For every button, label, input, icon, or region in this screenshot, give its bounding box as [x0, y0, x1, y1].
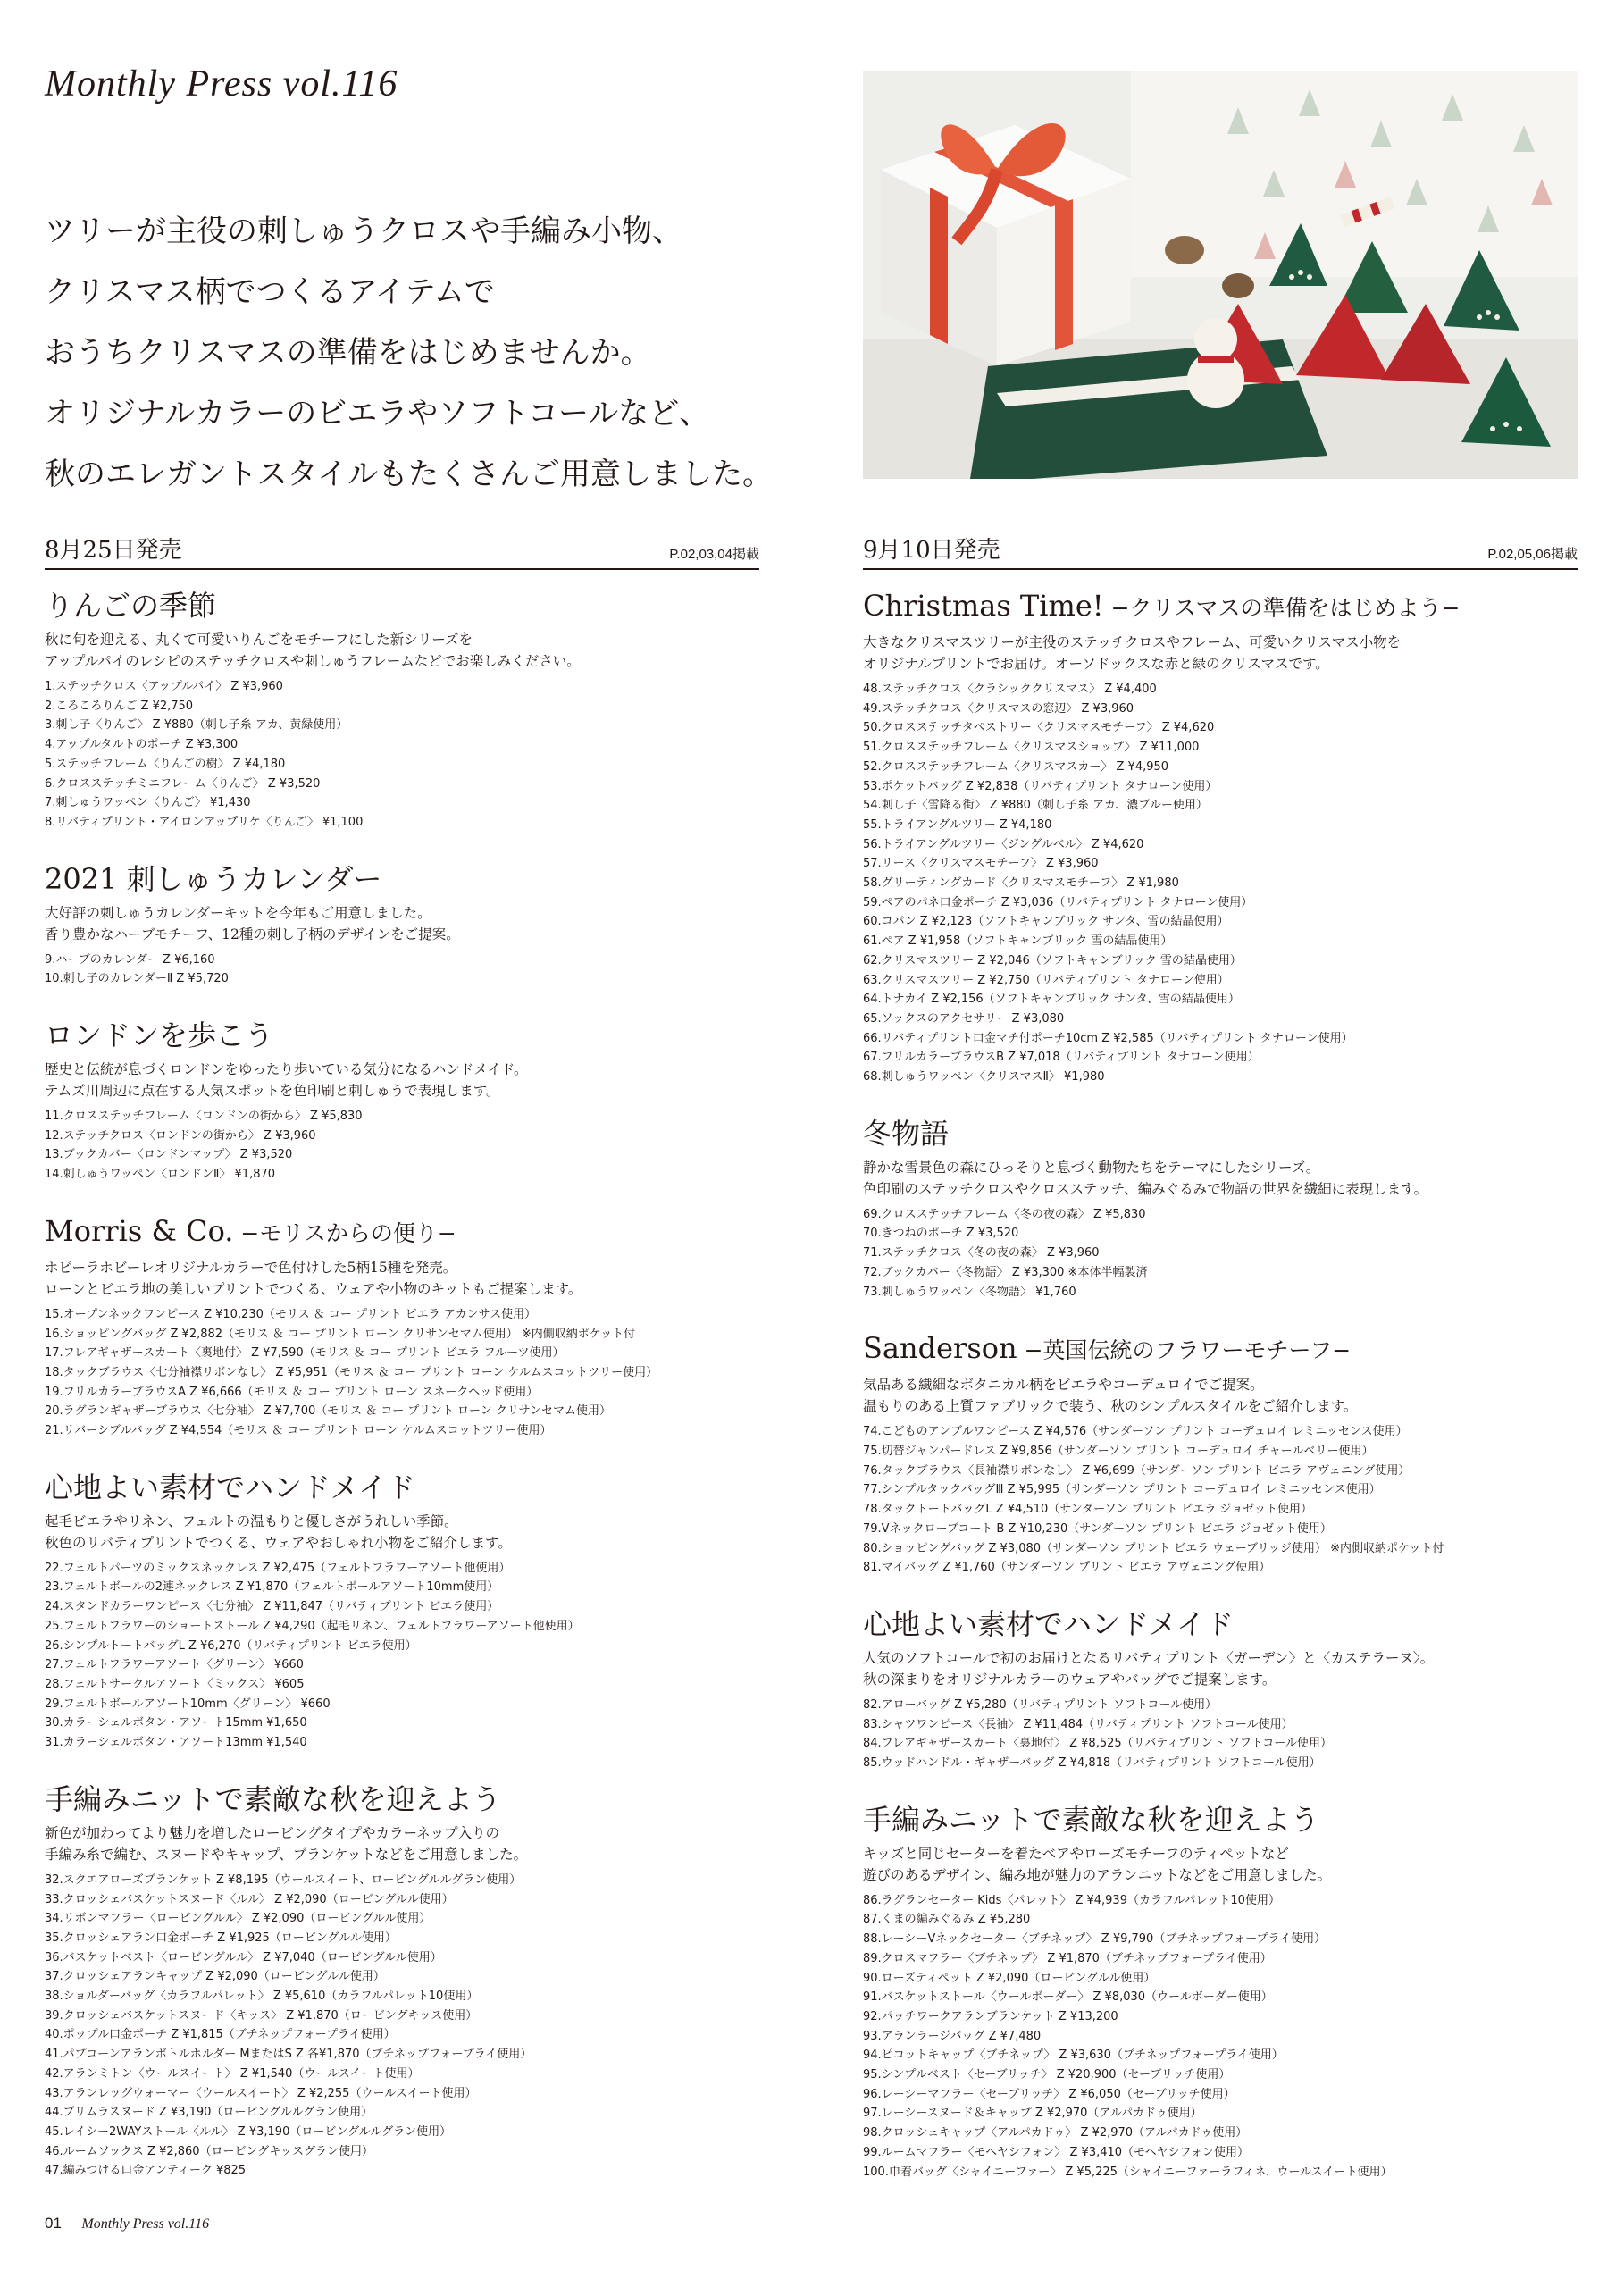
product-item: 41.パプコーンアランボトルホルダー MまたはS Z 各¥1,870（ブチネップフォープライ使用） [45, 2048, 532, 2062]
product-item: 22.フェルトパーツのミックスネックレス Z ¥2,475（フェルトフラワーアソート他使用） [45, 1561, 511, 1575]
product-section [45, 1468, 759, 1753]
section-description [863, 1843, 1578, 1886]
section-title [863, 1604, 1578, 1644]
intro-line: オリジナルカラーのビエラやソフトコールなど、 [45, 396, 710, 431]
description-line: 手編み糸で編む、スヌードやキャップ、ブランケットなどをご用意しました。 [45, 1846, 528, 1863]
product-item: 61.ペア Z ¥1,958（ソフトキャンブリック 雪の結晶使用） [863, 934, 1173, 949]
product-item: 38.ショルダーバッグ〈カラフルパレット〉 Z ¥5,610（カラフルパレット10使用） [45, 1990, 479, 2004]
product-item: 16.ショッピングバッグ Z ¥2,882（モリス ＆ コー プリント ローン クリサンセマム使用） ※内側収納ポケット付 [45, 1327, 636, 1341]
product-item: 62.クリスマスツリー Z ¥2,046（ソフトキャンブリック 雪の結晶使用） [863, 953, 1242, 968]
description-line: 秋色のリバティプリントでつくる、ウェアやおしゃれ小物をご紹介します。 [45, 1534, 512, 1551]
christmas-photo [863, 71, 1578, 479]
section-subtitle: −クリスマスの準備をはじめよう− [1103, 595, 1461, 621]
product-item: 80.ショッピングバッグ Z ¥3,080（サンダーソン プリント ビエラ ウェーブリッジ使用） ※内側収納ポケット付 [863, 1541, 1444, 1555]
product-item: 79.Vネックローブコート B Z ¥10,230（サンダーソン プリント ビエラ ジョゼット使用） [863, 1521, 1332, 1536]
section-title-text: Sanderson [863, 1331, 1017, 1366]
intro-line: ツリーが主役の刺しゅうクロスや手編み小物、 [45, 214, 682, 249]
product-item: 92.パッチワークアランブランケット Z ¥13,200 [863, 2009, 1118, 2023]
product-list [45, 1559, 759, 1753]
description-line: オリジナルプリントでお届け。オーソドックスな赤と緑のクリスマスです。 [863, 656, 1329, 672]
product-item: 91.バスケットストール〈ウールボーダー〉 Z ¥8,030（ウールボーダー使用） [863, 1990, 1273, 2005]
product-item: 56.トライアングルツリー〈ジングルベル〉 Z ¥4,620 [863, 837, 1144, 851]
description-line: 気品ある繊細なボタニカル柄をビエラやコーデュロイでご提案。 [863, 1377, 1264, 1394]
intro-text [45, 201, 813, 505]
product-item: 83.シャツワンピース〈長袖〉 Z ¥11,484（リバティプリント ソフトコール使用） [863, 1717, 1293, 1731]
product-item: 99.ルームマフラー〈モヘヤシフォン〉 Z ¥3,410（モヘヤシフォン使用） [863, 2145, 1249, 2159]
product-item: 74.こどものアンブルワンピース Z ¥4,576（サンダーソン プリント コーデュロイ レミニッセンス使用） [863, 1425, 1408, 1439]
section-description [45, 1511, 759, 1554]
product-section [45, 586, 759, 833]
product-item: 57.リース〈クリスマスモチーフ〉 Z ¥3,960 [863, 857, 1099, 871]
product-item: 17.フレアギャザースカート〈裏地付〉 Z ¥7,590（モリス ＆ コー プリント ビエラ フルーツ使用） [45, 1346, 565, 1361]
product-section [863, 1800, 1578, 2182]
product-item: 53.ポケットバッグ Z ¥2,838（リバティプリント タナローン使用） [863, 779, 1218, 793]
product-item: 28.フェルトサークルアソート〈ミックス〉 ¥605 [45, 1677, 305, 1691]
product-item: 11.クロスステッチフレーム〈ロンドンの街から〉 Z ¥5,830 [45, 1110, 363, 1124]
product-item: 60.コパン Z ¥2,123（ソフトキャンブリック サンタ、雪の結晶使用） [863, 915, 1229, 929]
page-reference: P.02,05,06掲載 [1487, 547, 1578, 562]
section-title-text: Christmas Time! [863, 589, 1104, 623]
product-item: 85.ウッドハンドル・ギャザーバッグ Z ¥4,818（リバティプリント ソフトコール使用） [863, 1756, 1321, 1771]
page-footer [45, 2214, 209, 2233]
section-subtitle: −英国伝統のフラワーモチーフ− [1017, 1337, 1352, 1364]
intro-line: 秋のエレガントスタイルもたくさんご用意しました。 [45, 457, 773, 492]
product-item: 98.クロッシェキャップ〈アルパカドゥ〉 Z ¥2,970（アルパカドゥ使用） [863, 2126, 1248, 2140]
product-item: 47.編みつける口金アンティーク ¥825 [45, 2164, 247, 2178]
section-description [863, 1647, 1578, 1690]
product-item: 78.タックトートバッグL Z ¥4,510（サンダーソン プリント ビエラ ジョゼット使用） [863, 1503, 1312, 1517]
product-item: 82.アローバッグ Z ¥5,280（リバティプリント ソフトコール使用） [863, 1697, 1218, 1712]
page-reference: P.02,03,04掲載 [669, 547, 759, 562]
section-title-text: 心地よい素材でハンドメイド [863, 1606, 1235, 1641]
section-title [863, 586, 1578, 628]
product-item: 42.アランミトン〈ウールスイート〉 Z ¥1,540（ウールスイート使用） [45, 2066, 420, 2081]
product-item: 75.切替ジャンパードレス Z ¥9,856（サンダーソン プリント コーデュロイ チャールベリー使用） [863, 1444, 1374, 1458]
product-item: 45.レイシー2WAYストール〈ルル〉 Z ¥3,190（ロービングルルグラン使用） [45, 2124, 452, 2139]
section-title-text: 2021 刺しゅうカレンダー [45, 861, 382, 896]
description-line: ローンとビエラ地の美しいプリントでつくる、ウェアや小物のキットもご提案します。 [45, 1280, 582, 1297]
product-item: 35.クロッシェアラン口金ポーチ Z ¥1,925（ロービングルル使用） [45, 1931, 397, 1945]
product-item: 20.ラグランギャザーブラウス〈七分袖〉 Z ¥7,700（モリス ＆ コー プリント ローン クリサンセマム使用） [45, 1404, 612, 1419]
product-item: 13.ブックカバー〈ロンドンマップ〉 Z ¥3,520 [45, 1148, 293, 1162]
section-title-text: 冬物語 [863, 1116, 950, 1151]
product-item: 87.くまの編みぐるみ Z ¥5,280 [863, 1913, 1031, 1927]
product-item: 100.巾着バッグ〈シャイニーファー〉 Z ¥5,225（シャイニーファーラフィネ、ウールスイート使用） [863, 2165, 1393, 2179]
section-title [863, 1328, 1578, 1370]
product-item: 8.リバティプリント・アイロンアップリケ〈りんご〉 ¥1,100 [45, 815, 364, 829]
section-title [45, 1016, 759, 1055]
description-line: 人気のソフトコールで初のお届けとなるリバティプリント〈ガーデン〉と〈カステラーヌ〉。 [863, 1649, 1435, 1666]
description-line: 歴史と伝統が息づくロンドンをゆったり歩いている気分になるハンドメイド。 [45, 1061, 528, 1078]
section-title [45, 586, 759, 625]
product-item: 21.リバーシブルバッグ Z ¥4,554（モリス ＆ コー プリント ローン ケルムスコットツリー使用） [45, 1424, 552, 1438]
section-title-text: 手編みニットで素敵な秋を迎えよう [45, 1781, 501, 1816]
description-line: テムズ川周辺に点在する人気スポットを色印刷と刺しゅうで表現します。 [45, 1083, 500, 1100]
product-item: 70.きつねのポーチ Z ¥3,520 [863, 1227, 1019, 1241]
product-list [45, 677, 759, 833]
product-item: 40.ポップル口金ポーチ Z ¥1,815（ブチネップフォープライ使用） [45, 2028, 396, 2042]
product-item: 65.ソックスのアクセサリー Z ¥3,080 [863, 1011, 1065, 1026]
product-item: 36.バスケットベスト〈ロービングルル〉 Z ¥7,040（ロービングルル使用） [45, 1950, 442, 1964]
product-item: 67.フリルカラーブラウスB Z ¥7,018（リバティプリント タナローン使用） [863, 1051, 1260, 1065]
section-title-text: 手編みニットで素敵な秋を迎えよう [863, 1802, 1319, 1837]
product-item: 69.クロスステッチフレーム〈冬の夜の森〉 Z ¥5,830 [863, 1207, 1146, 1221]
product-item: 88.レーシーVネックセーター〈ブチネップ〉 Z ¥9,790（ブチネップフォープライ使用） [863, 1932, 1327, 1947]
section-description [863, 1157, 1578, 1200]
product-item: 25.フェルトフラワーのショートストール Z ¥4,290（起毛リネン、フェルトフラワーアソート他使用） [45, 1619, 580, 1633]
product-section [863, 586, 1578, 1087]
product-item: 43.アランレッグウォーマー〈ウールスイート〉 Z ¥2,255（ウールスイート使用） [45, 2086, 477, 2100]
product-list [863, 1205, 1578, 1303]
product-item: 4.アップルタルトのポーチ Z ¥3,300 [45, 738, 239, 752]
product-item: 15.オープンネックワンピース Z ¥10,230（モリス ＆ コー プリント ビエラ アカンサス使用） [45, 1307, 537, 1321]
product-item: 2.ころころりんご Z ¥2,750 [45, 699, 194, 713]
product-item: 29.フェルトボールアソート10mm〈グリーン〉 ¥660 [45, 1696, 331, 1711]
product-item: 64.トナカイ Z ¥2,156（ソフトキャンブリック サンタ、雪の結晶使用） [863, 993, 1240, 1007]
product-section [45, 1211, 759, 1441]
product-item: 72.ブックカバー〈冬物語〉 Z ¥3,300 ※本体半幅製済 [863, 1265, 1148, 1279]
product-item: 23.フェルトボールの2連ネックレス Z ¥1,870（フェルトボールアソート10mm使用） [45, 1580, 499, 1595]
description-line: アップルパイのレシピのステッチクロスや刺しゅうフレームなどでお楽しみください。 [45, 653, 581, 669]
section-title [45, 859, 759, 899]
product-list [863, 1891, 1578, 2182]
product-item: 34.リボンマフラー〈ロービングルル〉 Z ¥2,090（ロービングルル使用） [45, 1912, 431, 1926]
product-section [45, 1016, 759, 1185]
product-item: 19.フリルカラーブラウスA Z ¥6,666（モリス ＆ コー プリント ローン スネークヘッド使用） [45, 1385, 539, 1399]
product-item: 94.ピコットキャップ〈ブチネップ〉 Z ¥3,630（ブチネップフォープライ使用） [863, 2048, 1284, 2063]
product-item: 9.ハーブのカレンダー Z ¥6,160 [45, 952, 215, 967]
product-item: 97.レーシースヌード＆キャップ Z ¥2,970（アルパカドゥ使用） [863, 2107, 1202, 2121]
product-item: 84.フレアギャザースカート〈裏地付〉 Z ¥8,525（リバティプリント ソフトコール使用） [863, 1737, 1333, 1751]
right-sections [863, 586, 1578, 2182]
product-item: 59.ペアのパネ口金ポーチ Z ¥3,036（リバティプリント タナローン使用） [863, 895, 1253, 909]
product-item: 49.ステッチクロス〈クリスマスの窓辺〉 Z ¥3,960 [863, 701, 1134, 716]
product-section [45, 859, 759, 989]
product-item: 14.刺しゅうワッペン〈ロンドンⅡ〉 ¥1,870 [45, 1168, 276, 1182]
product-list [45, 1305, 759, 1441]
product-item: 32.スクエアローズブランケット Z ¥8,195（ウールスイート、ロービングルルグラン使用） [45, 1872, 522, 1887]
intro-line: クリスマス柄でつくるアイテムで [45, 274, 495, 310]
product-item: 76.タックブラウス〈長袖襟リボンなし〉 Z ¥6,699（サンダーソン プリント ビエラ アヴェニング使用） [863, 1463, 1411, 1478]
product-list [45, 1107, 759, 1185]
product-item: 33.クロッシェバスケットスヌード〈ルル〉 Z ¥2,090（ロービングルル使用） [45, 1892, 454, 1906]
product-item: 3.刺し子〈りんご〉 Z ¥880（刺し子糸 アカ、黄緑使用） [45, 718, 348, 733]
product-item: 44.ブリムラスヌード Z ¥3,190（ロービングルルグラン使用） [45, 2106, 373, 2120]
product-list [863, 1422, 1578, 1578]
product-item: 68.刺しゅうワッペン〈クリスマスⅡ〉 ¥1,980 [863, 1070, 1105, 1085]
product-section [863, 1604, 1578, 1773]
product-item: 30.カラーシェルボタン・アソート15mm ¥1,650 [45, 1716, 307, 1730]
left-column [45, 534, 759, 2207]
description-line: 温もりのある上質ファブリックで装う、秋のシンプルスタイルをご紹介します。 [863, 1398, 1358, 1415]
product-item: 54.刺し子〈雪降る街〉 Z ¥880（刺し子糸 アカ、濃ブルー使用） [863, 799, 1208, 813]
product-item: 39.クロッシェバスケットスヌード〈キッス〉 Z ¥1,870（ロービングキッス使用） [45, 2008, 478, 2023]
product-section [45, 1780, 759, 2181]
product-list [863, 1696, 1578, 1773]
product-item: 24.スタンドカラーワンピース〈七分袖〉 Z ¥11,847（リバティプリント ビエラ使用） [45, 1600, 499, 1614]
release-header [863, 534, 1578, 570]
section-description [45, 902, 759, 945]
product-item: 1.ステッチクロス〈アップルパイ〉 Z ¥3,960 [45, 680, 283, 693]
product-section [863, 1114, 1578, 1303]
description-line: 秋に旬を迎える、丸くて可愛いりんごをモチーフにした新シリーズを [45, 632, 473, 648]
section-description [863, 1374, 1578, 1417]
description-line: 色印刷のステッチクロスやクロスステッチ、編みぐるみで物語の世界を繊細に表現します。 [863, 1180, 1427, 1197]
section-description [45, 629, 759, 672]
description-line: 秋の深まりをオリジナルカラーのウェアやバッグでご提案します。 [863, 1671, 1277, 1688]
section-description [45, 1059, 759, 1102]
section-title-text: ロンドンを歩こう [45, 1018, 274, 1053]
description-line: 起毛ビエラやリネン、フェルトの温もりと優しさがうれしい季節。 [45, 1512, 458, 1529]
section-title [45, 1468, 759, 1507]
product-item: 37.クロッシェアランキャップ Z ¥2,090（ロービングルル使用） [45, 1970, 385, 1984]
product-item: 89.クロスマフラー〈ブチネップ〉 Z ¥1,870（ブチネップフォープライ使用） [863, 1951, 1272, 1965]
product-item: 10.刺し子のカレンダーⅡ Z ¥5,720 [45, 972, 229, 986]
product-item: 63.クリスマスツリー Z ¥2,750（リバティプリント タナローン使用） [863, 973, 1229, 987]
product-item: 18.タックブラウス〈七分袖襟リボンなし〉 Z ¥5,951（モリス ＆ コー プリント ローン ケルムスコットツリー使用） [45, 1365, 658, 1379]
product-item: 73.刺しゅうワッペン〈冬物語〉 ¥1,760 [863, 1285, 1076, 1299]
product-item: 90.ローズティペット Z ¥2,090（ロービングルル使用） [863, 1971, 1156, 1985]
description-line: キッズと同じセーターを着たベアやローズモチーフのティペットなど [863, 1845, 1289, 1862]
description-line: 静かな雪景色の森にひっそりと息づく動物たちをテーマにしたシリーズ。 [863, 1159, 1320, 1176]
product-item: 7.刺しゅうワッペン〈りんご〉 ¥1,430 [45, 796, 251, 810]
section-description [45, 1822, 759, 1865]
description-line: 新色が加わってより魅力を増したロービングタイプやカラーネップ入りの [45, 1824, 500, 1841]
product-item: 71.ステッチクロス〈冬の夜の森〉 Z ¥3,960 [863, 1246, 1100, 1261]
product-item: 51.クロスステッチフレーム〈クリスマスショップ〉 Z ¥11,000 [863, 741, 1200, 755]
product-item: 5.ステッチフレーム〈りんごの樹〉 Z ¥4,180 [45, 757, 286, 771]
product-item: 77.シンプルタックバッグⅢ Z ¥5,995（サンダーソン プリント コーデュロイ レミニッセンス使用） [863, 1483, 1381, 1497]
description-line: 大好評の刺しゅうカレンダーキットを今年もご用意しました。 [45, 904, 431, 921]
product-list [45, 1871, 759, 2181]
product-item: 48.ステッチクロス〈クラシッククリスマス〉 Z ¥4,400 [863, 683, 1157, 696]
product-list [863, 680, 1578, 1087]
release-date: 9月10日発売 [863, 537, 1000, 564]
section-title [863, 1800, 1578, 1839]
release-header [45, 534, 759, 570]
description-line: ホビーラホビーレオリジナルカラーで色付けした5柄15種を発売。 [45, 1259, 457, 1276]
product-item: 31.カラーシェルボタン・アソート13mm ¥1,540 [45, 1736, 307, 1750]
masthead: Monthly Press vol.116 [45, 63, 398, 105]
product-item: 50.クロスステッチタペストリー〈クリスマスモチーフ〉 Z ¥4,620 [863, 721, 1215, 735]
footer-magazine-title: Monthly Press vol.116 [81, 2216, 210, 2232]
description-line: 香り豊かなハーブモチーフ、12種の刺し子柄のデザインをご提案。 [45, 926, 460, 942]
product-item: 27.フェルトフラワーアソート〈グリーン〉 ¥660 [45, 1658, 304, 1672]
product-item: 46.ルームソックス Z ¥2,860（ロービングキッスグラン使用） [45, 2144, 374, 2158]
product-item: 96.レーシーマフラー〈セーブリッチ〉 Z ¥6,050（セーブリッチ使用） [863, 2087, 1235, 2101]
left-sections [45, 586, 759, 2181]
product-item: 26.シンプルトートバッグL Z ¥6,270（リバティプリント ビエラ使用） [45, 1638, 417, 1653]
release-date: 8月25日発売 [45, 537, 182, 564]
product-item: 86.ラグランセーター Kids〈パレット〉 Z ¥4,939（カラフルパレット10使用） [863, 1893, 1280, 1907]
product-section [863, 1328, 1578, 1578]
section-description [45, 1257, 759, 1300]
section-title-text: 心地よい素材でハンドメイド [45, 1470, 416, 1504]
product-item: 93.アランラージバッグ Z ¥7,480 [863, 2029, 1042, 2043]
product-item: 58.グリーティングカード〈クリスマスモチーフ〉 Z ¥1,980 [863, 876, 1179, 891]
product-item: 6.クロスステッチミニフレーム〈りんご〉 Z ¥3,520 [45, 776, 321, 791]
product-item: 95.シンプルベスト〈セーブリッチ〉 Z ¥20,900（セーブリッチ使用） [863, 2068, 1231, 2082]
product-item: 55.トライアングルツリー Z ¥4,180 [863, 817, 1052, 832]
section-description [863, 632, 1578, 674]
product-item: 66.リバティプリント口金マチ付ポーチ10cm Z ¥2,585（リバティプリント タナローン使用） [863, 1031, 1353, 1045]
section-title [863, 1114, 1578, 1153]
description-line: 大きなクリスマスツリーが主役のステッチクロスやフレーム、可愛いクリスマス小物を [863, 634, 1402, 650]
section-title-text: りんごの季節 [45, 589, 217, 623]
intro-line: おうちクリスマスの準備をはじめませんか。 [45, 335, 651, 371]
product-item: 81.マイバッグ Z ¥1,760（サンダーソン プリント ビエラ アヴェニング使用） [863, 1561, 1271, 1575]
product-item: 12.ステッチクロス〈ロンドンの街から〉 Z ¥3,960 [45, 1128, 316, 1143]
product-item: 52.クロスステッチフレーム〈クリスマスカー〉 Z ¥4,950 [863, 759, 1169, 774]
description-line: 遊びのあるデザイン、編み地が魅力のアランニットなどをご用意しました。 [863, 1866, 1332, 1883]
section-title [45, 1211, 759, 1253]
right-column [863, 534, 1578, 2208]
page-number: 01 [45, 2215, 62, 2232]
section-title [45, 1780, 759, 1819]
section-title-text: Morris & Co. [45, 1213, 234, 1248]
product-list [45, 951, 759, 989]
section-subtitle: −モリスからの便り− [233, 1219, 456, 1246]
